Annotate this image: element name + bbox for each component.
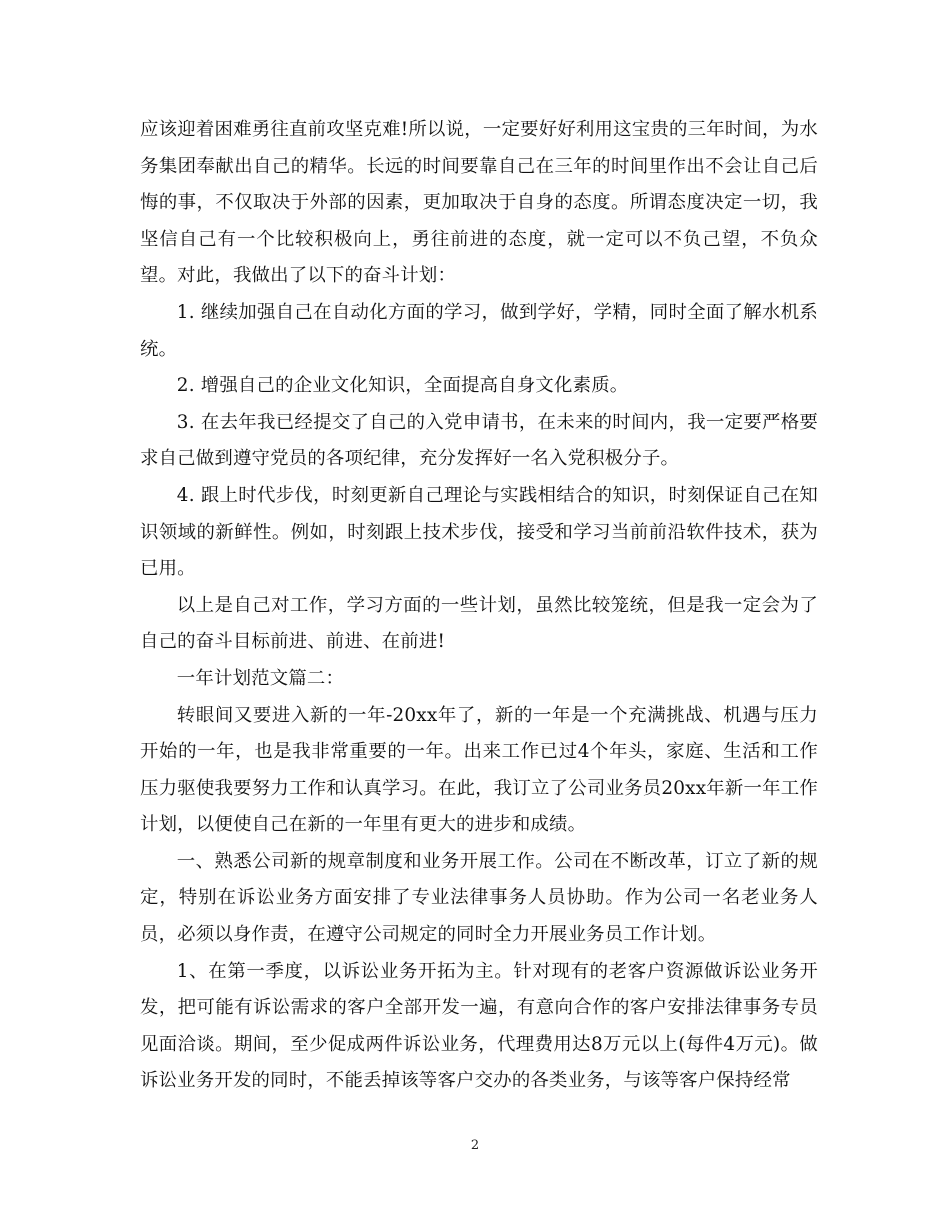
paragraph-conclusion: 以上是自己对工作，学习方面的一些计划，虽然比较笼统，但是我一定会为了自己的奋斗目标前进、前进、在前进!: [140, 594, 818, 653]
section-heading-part-two: 一年计划范文篇二：: [176, 667, 345, 689]
plan-item-3: 3. 在去年我已经提交了自己的入党申请书，在未来的时间内，我一定要严格要求自己做到遵守党员的各项纪律，充分发挥好一名入党积极分子。: [140, 411, 818, 470]
page-number: 2: [470, 1138, 480, 1153]
plan-item-1: 1. 继续加强自己在自动化方面的学习，做到学好，学精，同时全面了解水机系统。: [140, 301, 818, 360]
paragraph-intro-continued: 应该迎着困难勇往直前攻坚克难!所以说，一定要好好利用这宝贵的三年时间，为水务集团奉献出自己的精华。长远的时间要靠自己在三年的时间里作出不会让自己后悔的事，不仅取决于外部的因素，更加取决于自身的态度。所谓态度决定一切，我坚信自己有一个比较积极向上，勇往前进的态度，就一定可以不负己望，不负众望。对此，我做出了以下的奋斗计划：: [140, 119, 818, 287]
plan-item-2: 2. 增强自己的企业文化知识，全面提高自身文化素质。: [176, 375, 629, 397]
paragraph-section-one: 一、熟悉公司新的规章制度和业务开展工作。公司在不断改革，订立了新的规定，特别在诉讼业务方面安排了专业法律事务人员协助。作为公司一名老业务人员，必须以身作责，在遵守公司规定的同时全力开展业务员工作计划。: [140, 850, 818, 946]
paragraph-first-quarter: 1、在第一季度，以诉讼业务开拓为主。针对现有的老客户资源做诉讼业务开发，把可能有诉讼需求的客户全部开发一遍，有意向合作的客户安排法律事务专员见面洽谈。期间，至少促成两件诉讼业务，代理费用达8万元以上(每件4万元)。做诉讼业务开发的同时，不能丢掉该等客户交办的各类业务，与该等客户保持经常: [140, 960, 818, 1092]
document-body: [140, 112, 818, 1100]
paragraph-new-year-intro: 转眼间又要进入新的一年-20xx年了，新的一年是一个充满挑战、机遇与压力开始的一年，也是我非常重要的一年。出来工作已过4个年头，家庭、生活和工作压力驱使我要努力工作和认真学习。在此，我订立了公司业务员20xx年新一年工作计划，以便使自己在新的一年里有更大的进步和成绩。: [140, 704, 818, 836]
plan-item-4: 4. 跟上时代步伐，时刻更新自己理论与实践相结合的知识，时刻保证自己在知识领域的新鲜性。例如，时刻跟上技术步伐，接受和学习当前前沿软件技术，获为已用。: [140, 484, 818, 580]
